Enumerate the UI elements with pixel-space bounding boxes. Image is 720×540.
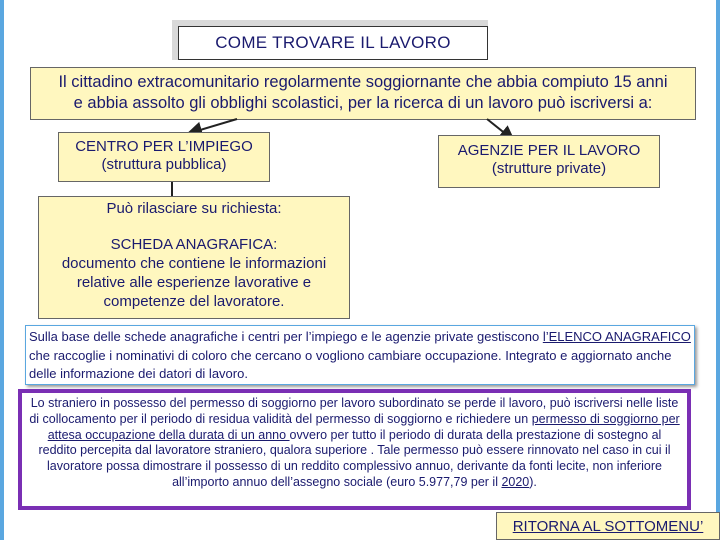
centro-line-1: CENTRO PER L’IMPIEGO [75, 138, 253, 155]
elenco-link: l’ELENCO ANAGRAFICO [542, 329, 691, 344]
elenco-text-2: che raccoglie i nominativi di coloro che cercano o vogliono cambiare occupazione. Integrato e aggiornato anche delle informazione dei datori di lavoro. [29, 347, 672, 381]
scheda-intro: Può rilasciare su richiesta: [106, 200, 282, 217]
page-title: COME TROVARE IL LAVORO [178, 26, 488, 60]
straniero-text-2: ovvero per tutto il periodo di durata della prestazione di sostegno al reddito percepita dal lavoratore straniero, qualora superiore . Tale permesso può essere rinnovato nel caso in cui il lavoratore possa dimostrare il possesso di un reddito complessivo annuo, derivante da fonti lecite, non inferiore all’importo annuo dell’assegno sociale (euro 5.977,79 per il [38, 427, 671, 489]
scheda-line-3: relative alle esperienze lavorative e [76, 274, 312, 291]
scheda-anagrafica-box [38, 196, 350, 319]
straniero-link: permesso di soggiorno per attesa occupazione della durata di un anno [47, 411, 680, 442]
intro-line-1: Il cittadino extracomunitario regolarmente soggiornante che abbia compiuto 15 anni [58, 73, 668, 91]
elenco-text-1: Sulla base delle schede anagrafiche i centri per l’impiego e le agenzie private gestiscono [29, 329, 543, 344]
arrow-to-centro [190, 119, 237, 133]
agenzie-line-1: AGENZIE PER IL LAVORO [457, 142, 641, 159]
centro-line-2: (struttura pubblica) [101, 156, 227, 173]
agenzie-line-2: (strutture private) [491, 160, 607, 177]
straniero-year: 2020 [501, 474, 530, 489]
centro-impiego-box [58, 132, 270, 182]
straniero-text-1: Lo straniero in possesso del permesso di soggiorno per lavoro subordinato se perde il lavoro, può iscriversi nelle liste di collocamento per il periodo di residua validità del permesso di soggiorno e richiedere un [29, 396, 679, 426]
permesso-soggiorno-box [18, 389, 691, 510]
straniero-text-3: ). [529, 474, 537, 489]
agenzie-lavoro-box [438, 135, 660, 188]
scheda-line-4: competenze del lavoratore. [103, 293, 285, 310]
elenco-anagrafico-box [25, 325, 695, 385]
intro-line-2: e abbia assolto gli obblighi scolastici, per la ricerca di un lavoro può iscriversi a: [73, 94, 653, 112]
scheda-line-1: SCHEDA ANAGRAFICA: [110, 236, 278, 253]
scheda-line-2: documento che contiene le informazioni [61, 255, 327, 272]
ritorna-sottomenu-button[interactable]: RITORNA AL SOTTOMENU’ [496, 512, 720, 540]
